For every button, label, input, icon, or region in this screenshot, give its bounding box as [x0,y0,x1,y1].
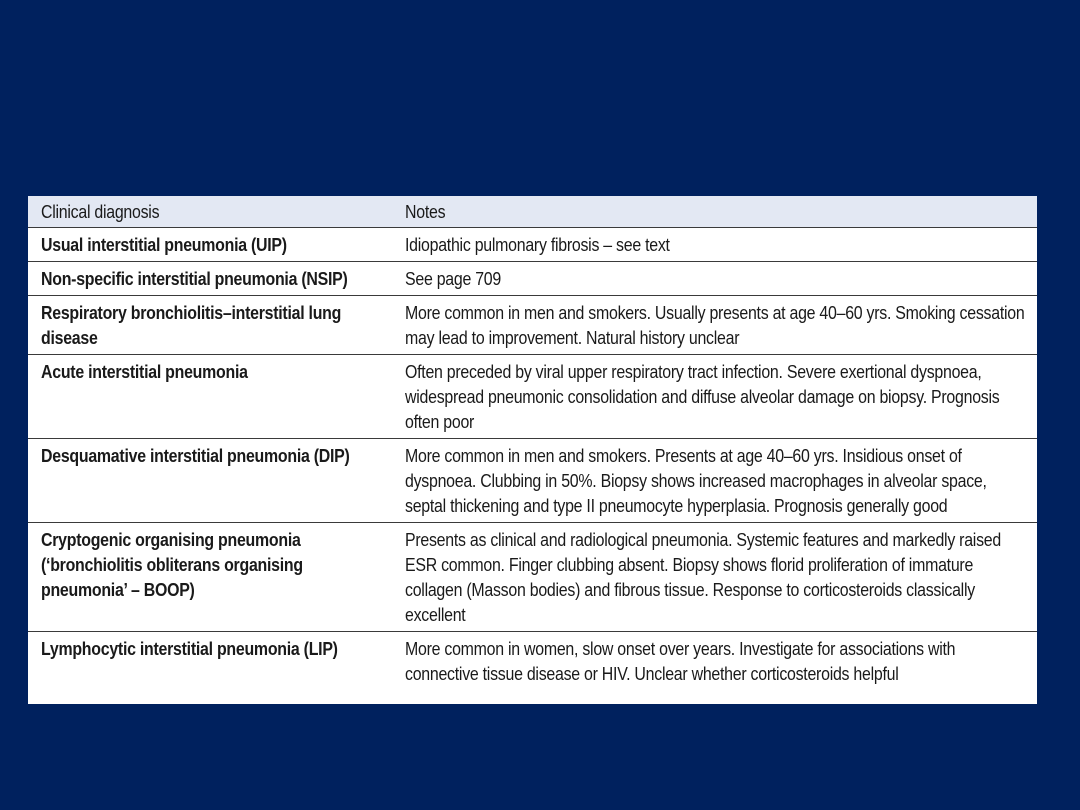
diagnosis-cell: Desquamative interstitial pneumonia (DIP) [41,445,350,466]
table-row [28,439,1037,523]
header-clinical-diagnosis: Clinical diagnosis [28,196,392,228]
notes-cell: See page 709 [405,268,501,289]
table-row [28,228,1037,262]
diagnosis-cell: Respiratory bronchiolitis–interstitial lung disease [41,302,342,348]
notes-cell: More common in men and smokers. Presents at age 40–60 yrs. Insidious onset of dyspnoea. Clubbing in 50%. Biopsy shows increased macrophages in alveolar space, septal thickening and type II pneumocyte hyperplasia. Prognosis generally good [405,445,987,516]
diagnosis-cell: Acute interstitial pneumonia [41,361,248,382]
notes-cell: Idiopathic pulmonary fibrosis – see text [405,234,670,255]
table-row [28,523,1037,632]
table-row [28,262,1037,296]
notes-cell: More common in men and smokers. Usually presents at age 40–60 yrs. Smoking cessation may lead to improvement. Natural history unclear [405,302,1025,348]
diagnosis-cell: Non-specific interstitial pneumonia (NSIP) [41,268,348,289]
diagnosis-table-grid [28,196,1037,690]
diagnosis-table [28,196,1037,704]
header-notes: Notes [392,196,1037,228]
notes-cell: More common in women, slow onset over years. Investigate for associations with connective tissue disease or HIV. Unclear whether corticosteroids helpful [405,638,956,684]
notes-cell: Presents as clinical and radiological pneumonia. Systemic features and markedly raised ESR common. Finger clubbing absent. Biopsy shows florid proliferation of immature collagen (Masson bodies) and fibrous tissue. Response to corticosteroids classically excellent [405,529,1001,625]
diagnosis-cell: Lymphocytic interstitial pneumonia (LIP) [41,638,338,659]
table-row [28,355,1037,439]
table-row [28,632,1037,691]
table-header-row [28,196,1037,228]
table-row [28,296,1037,355]
notes-cell: Often preceded by viral upper respiratory tract infection. Severe exertional dyspnoea, widespread pneumonic consolidation and diffuse alveolar damage on biopsy. Prognosis often poor [405,361,1000,432]
diagnosis-cell: Usual interstitial pneumonia (UIP) [41,234,287,255]
diagnosis-cell: Cryptogenic organising pneumonia (‘bronchiolitis obliterans organising pneumonia’ – BOOP) [41,529,303,600]
